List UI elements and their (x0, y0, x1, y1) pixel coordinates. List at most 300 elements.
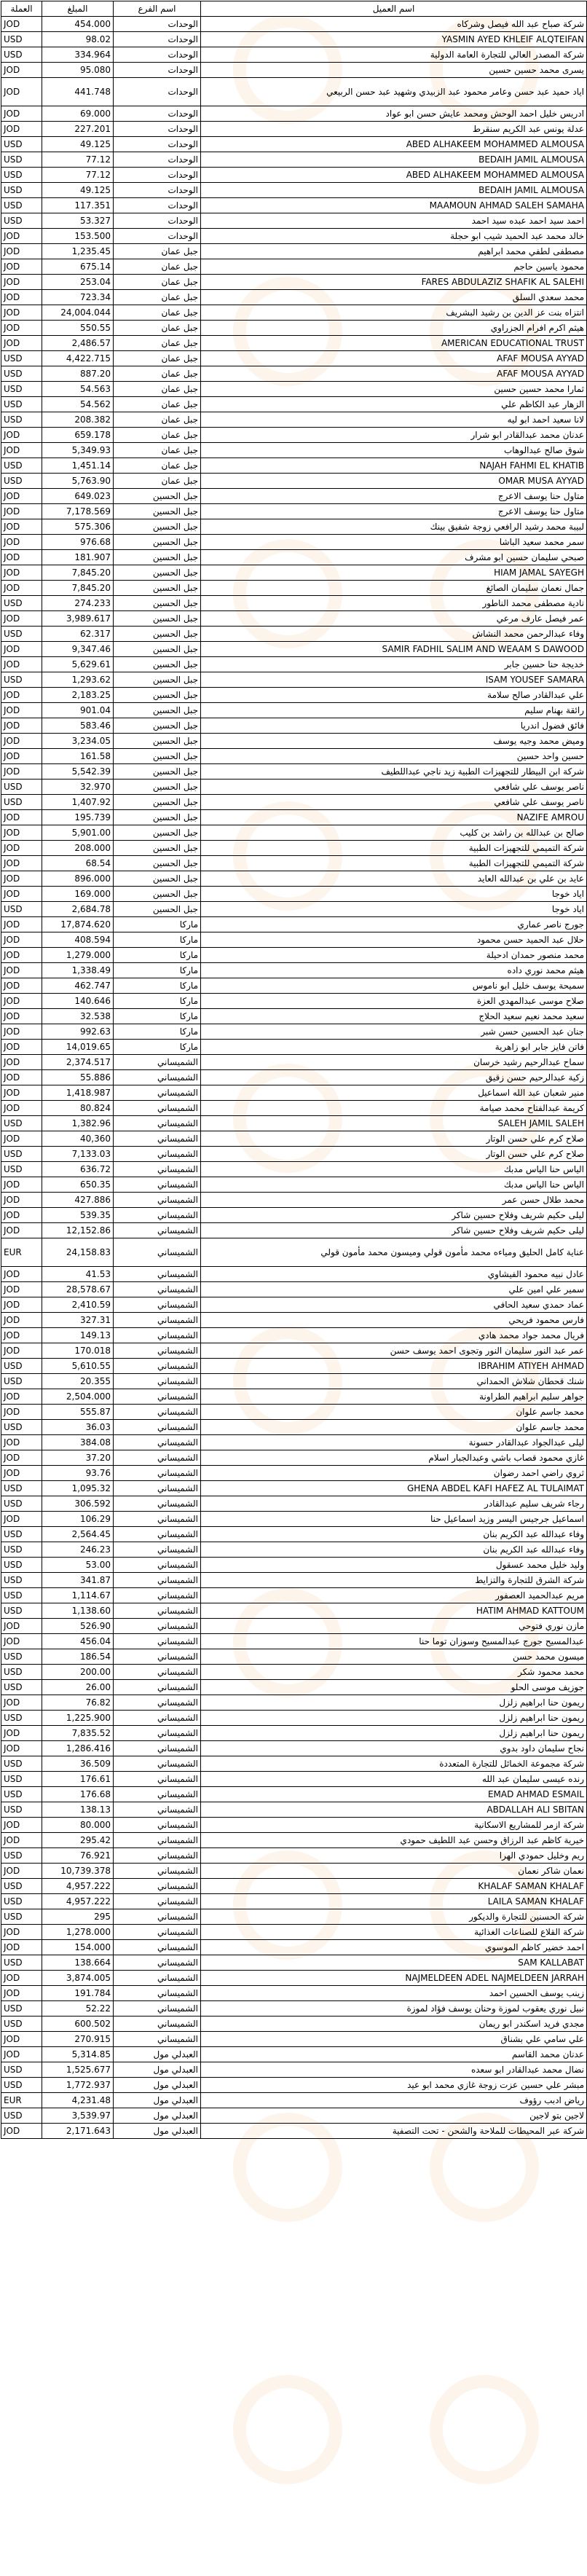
customer-name-cell: سميحة يوسف خليل ابو ناموس (201, 978, 587, 994)
currency-cell: USD (1, 2078, 42, 2093)
branch-cell: جبل عمان (114, 443, 201, 458)
currency-cell: JOD (1, 489, 42, 504)
branch-cell: جبل الحسين (114, 535, 201, 550)
amount-cell: 992.63 (42, 1024, 114, 1040)
table-row (1, 1665, 587, 1680)
table-row (1, 229, 587, 244)
currency-cell: USD (1, 795, 42, 810)
branch-cell: الوحدات (114, 229, 201, 244)
currency-cell: USD (1, 1772, 42, 1787)
amount-cell: 896.000 (42, 871, 114, 887)
table-row (1, 1267, 587, 1282)
header-branch: اسم الفرع (114, 1, 201, 17)
table-row (1, 1634, 587, 1649)
customer-name-cell: خالد محمد عبد الحميد شيب ابو حجلة (201, 229, 587, 244)
amount-cell: 5,542.39 (42, 764, 114, 780)
branch-cell: جبل الحسين (114, 627, 201, 642)
customer-name-cell: صلاح كرم علي حسن الوتار (201, 1147, 587, 1162)
branch-cell: الشميساني (114, 1909, 201, 1925)
currency-cell: USD (1, 1588, 42, 1603)
branch-cell: جبل الحسين (114, 565, 201, 581)
currency-cell: USD (1, 1848, 42, 1864)
amount-cell: 52.22 (42, 2001, 114, 2017)
table-row (1, 259, 587, 275)
currency-cell: JOD (1, 1405, 42, 1420)
amount-cell: 26.00 (42, 1680, 114, 1695)
customer-name-cell: انتزاه بنت عز الدين بن رشيد البشريف (201, 305, 587, 321)
customer-name-cell: الياس حنا الياس مدبك (201, 1177, 587, 1193)
customer-name-cell: صالح بن عبدالله بن راشد بن كليب (201, 825, 587, 841)
customer-name-cell: سمر محمد سعيد الباشا (201, 535, 587, 550)
currency-cell: USD (1, 1527, 42, 1542)
table-row (1, 504, 587, 519)
branch-cell: الوحدات (114, 106, 201, 122)
branch-cell: الشميساني (114, 1313, 201, 1328)
amount-cell: 4,422.715 (42, 351, 114, 366)
branch-cell: الشميساني (114, 1695, 201, 1711)
branch-cell: الشميساني (114, 1619, 201, 1634)
amount-cell: 227.201 (42, 122, 114, 137)
currency-cell: JOD (1, 519, 42, 535)
amount-cell: 334.964 (42, 47, 114, 63)
branch-cell: الشميساني (114, 1573, 201, 1588)
branch-cell: الشميساني (114, 1131, 201, 1147)
currency-cell: USD (1, 672, 42, 688)
currency-cell: USD (1, 213, 42, 229)
currency-cell: JOD (1, 1466, 42, 1481)
branch-cell: جبل الحسين (114, 856, 201, 871)
amount-cell: 77.12 (42, 168, 114, 183)
table-row (1, 1925, 587, 1940)
table-row (1, 780, 587, 795)
header-amount: المبلغ (42, 1, 114, 17)
branch-cell: الشميساني (114, 1940, 201, 1955)
currency-cell: JOD (1, 1940, 42, 1955)
branch-cell: ماركا (114, 1040, 201, 1055)
currency-cell: USD (1, 1665, 42, 1680)
amount-cell: 12,152.86 (42, 1223, 114, 1238)
currency-cell: USD (1, 902, 42, 917)
table-row (1, 1756, 587, 1772)
currency-cell: USD (1, 168, 42, 183)
branch-cell: الوحدات (114, 213, 201, 229)
amount-cell: 1,278.000 (42, 1925, 114, 1940)
amount-cell: 49.125 (42, 183, 114, 198)
table-row (1, 1420, 587, 1435)
currency-cell: JOD (1, 887, 42, 902)
amount-cell: 723.34 (42, 290, 114, 305)
branch-cell: الشميساني (114, 1085, 201, 1101)
table-row (1, 1208, 587, 1223)
customer-name-cell: ناصر يوسف علي شافعي (201, 780, 587, 795)
currency-cell: USD (1, 1162, 42, 1177)
table-row (1, 1909, 587, 1925)
table-row (1, 1695, 587, 1711)
amount-cell: 149.13 (42, 1328, 114, 1343)
currency-cell: USD (1, 47, 42, 63)
table-row (1, 412, 587, 428)
currency-cell: JOD (1, 1864, 42, 1879)
currency-cell: JOD (1, 321, 42, 336)
currency-cell: JOD (1, 504, 42, 519)
currency-cell: USD (1, 1542, 42, 1558)
table-row (1, 1894, 587, 1909)
table-row (1, 183, 587, 198)
customer-name-cell: AFAF MOUSA AYYAD (201, 351, 587, 366)
branch-cell: الشميساني (114, 1527, 201, 1542)
amount-cell: 1,095.32 (42, 1481, 114, 1496)
amount-cell: 1,293.62 (42, 672, 114, 688)
header-currency: العملة (1, 1, 42, 17)
amount-cell: 539.35 (42, 1208, 114, 1223)
amount-cell: 176.68 (42, 1787, 114, 1802)
amount-cell: 176.61 (42, 1772, 114, 1787)
table-row (1, 336, 587, 351)
customer-name-cell: شركة الشرق للتجارة والتزايط (201, 1573, 587, 1588)
customer-name-cell: OMAR MUSA AYYAD (201, 474, 587, 489)
amount-cell: 901.04 (42, 703, 114, 718)
customer-name-cell: SALEH JAMIL SALEH (201, 1116, 587, 1131)
amount-cell: 327.31 (42, 1313, 114, 1328)
amount-cell: 10,739.378 (42, 1864, 114, 1879)
currency-cell: JOD (1, 1818, 42, 1833)
branch-cell: الشميساني (114, 1343, 201, 1359)
customer-name-cell: الزهار عبد الكاظم علي (201, 397, 587, 412)
branch-cell: جبل الحسين (114, 688, 201, 703)
amount-cell: 306.592 (42, 1496, 114, 1512)
branch-cell: جبل الحسين (114, 871, 201, 887)
amount-cell: 36.509 (42, 1756, 114, 1772)
currency-cell: JOD (1, 764, 42, 780)
currency-cell: JOD (1, 1634, 42, 1649)
branch-cell: ماركا (114, 994, 201, 1009)
currency-cell: JOD (1, 1389, 42, 1405)
amount-cell: 55.886 (42, 1070, 114, 1085)
currency-cell: JOD (1, 917, 42, 932)
customer-name-cell: سعيد محمد نعيم سعيد الحلاج (201, 1009, 587, 1024)
table-row (1, 963, 587, 978)
amount-cell: 69.000 (42, 106, 114, 122)
customer-name-cell: عبدالمسيح جورج عبدالمسيح وسوزان توما حنا (201, 1634, 587, 1649)
watermark-mark (430, 2375, 539, 2484)
customer-name-cell: SAM KALLABAT (201, 1955, 587, 1971)
branch-cell: جبل عمان (114, 275, 201, 290)
customer-name-cell: NAJAH FAHMI EL KHATIB (201, 458, 587, 474)
currency-cell: USD (1, 32, 42, 47)
customer-name-cell: جورج ناصر عماري (201, 917, 587, 932)
amount-cell: 76.82 (42, 1695, 114, 1711)
table-row (1, 703, 587, 718)
amount-cell: 3,874.005 (42, 1971, 114, 1986)
customer-name-cell: كريمة عبدالفتاح محمد صيامة (201, 1101, 587, 1116)
customer-name-cell: YASMIN AYED KHLEIF ALQTEIFAN (201, 32, 587, 47)
customer-name-cell: نبيل نوري يعقوب لموزة وحنان يوسف فؤاد لموزة (201, 2001, 587, 2017)
amount-cell: 427.886 (42, 1193, 114, 1208)
amount-cell: 5,610.55 (42, 1359, 114, 1374)
customer-name-cell: ليلى حكيم شريف وفلاح حسين شاكر (201, 1208, 587, 1223)
table-row (1, 871, 587, 887)
currency-cell: JOD (1, 2032, 42, 2047)
amount-cell: 32.538 (42, 1009, 114, 1024)
currency-cell: JOD (1, 1619, 42, 1634)
table-row (1, 657, 587, 672)
customer-name-cell: ريمون حنا ابراهيم زلزل (201, 1695, 587, 1711)
table-row (1, 841, 587, 856)
customer-name-cell: مريم عبدالحميد العصفور (201, 1588, 587, 1603)
table-row (1, 1040, 587, 1055)
customer-name-cell: ناصر يوسف علي شافعي (201, 795, 587, 810)
currency-cell: USD (1, 596, 42, 611)
currency-cell: JOD (1, 1131, 42, 1147)
amount-cell: 550.55 (42, 321, 114, 336)
amount-cell: 270.915 (42, 2032, 114, 2047)
customer-name-cell: عايد بن علي بن عبدالله العايد (201, 871, 587, 887)
branch-cell: الوحدات (114, 47, 201, 63)
customer-name-cell: يسرى محمد حسين حسين (201, 63, 587, 78)
table-row (1, 932, 587, 948)
customer-name-cell: جواهر سليم ابراهيم الطراونة (201, 1389, 587, 1405)
customer-name-cell: شركة مجموعة الخمائل للتجارة المتعددة (201, 1756, 587, 1772)
branch-cell: الوحدات (114, 183, 201, 198)
amount-cell: 456.04 (42, 1634, 114, 1649)
amount-cell: 408.594 (42, 932, 114, 948)
customer-name-cell: حسين واحد حسين (201, 749, 587, 764)
customer-name-cell: LAILA SAMAN KHALAF (201, 1894, 587, 1909)
amount-cell: 583.46 (42, 718, 114, 734)
amount-cell: 20.355 (42, 1374, 114, 1389)
table-row (1, 1009, 587, 1024)
branch-cell: الشميساني (114, 2001, 201, 2017)
customer-name-cell: ثروي راضي احمد رضوان (201, 1466, 587, 1481)
amount-cell: 976.68 (42, 535, 114, 550)
amount-cell: 3,234.05 (42, 734, 114, 749)
currency-cell: JOD (1, 1297, 42, 1313)
customer-name-cell: ريم وخليل حمودي الهرا (201, 1848, 587, 1864)
amount-cell: 98.02 (42, 32, 114, 47)
amount-cell: 5,763.90 (42, 474, 114, 489)
table-row (1, 321, 587, 336)
amount-cell: 77.12 (42, 152, 114, 168)
table-row (1, 825, 587, 841)
customer-name-cell: مصطفى لطفي محمد ابراهيم (201, 244, 587, 259)
table-row (1, 749, 587, 764)
currency-cell: JOD (1, 1267, 42, 1282)
amount-cell: 117.351 (42, 198, 114, 213)
currency-cell: JOD (1, 611, 42, 627)
branch-cell: جبل الحسين (114, 657, 201, 672)
branch-cell: الوحدات (114, 122, 201, 137)
amount-cell: 41.53 (42, 1267, 114, 1282)
customer-name-cell: رجاء شريف سليم عبدالقادر (201, 1496, 587, 1512)
amount-cell: 2,171.643 (42, 2124, 114, 2139)
customer-name-cell: KHALAF SAMAN KHALAF (201, 1879, 587, 1894)
currency-cell: JOD (1, 703, 42, 718)
amount-cell: 37.20 (42, 1450, 114, 1466)
customer-name-cell: شركة القلاع للصناعات الغذائية (201, 1925, 587, 1940)
branch-cell: الوحدات (114, 152, 201, 168)
table-row (1, 78, 587, 106)
branch-cell: جبل الحسين (114, 504, 201, 519)
amount-cell: 649.023 (42, 489, 114, 504)
currency-cell: JOD (1, 948, 42, 963)
currency-cell: JOD (1, 734, 42, 749)
branch-cell: الشميساني (114, 1772, 201, 1787)
table-row (1, 642, 587, 657)
amount-cell: 181.907 (42, 550, 114, 565)
customer-name-cell: اياد خوجا (201, 902, 587, 917)
currency-cell: JOD (1, 428, 42, 443)
amount-cell: 1,772.937 (42, 2078, 114, 2093)
currency-cell: JOD (1, 290, 42, 305)
customer-name-cell: سماح عبدالرحيم رشيد خرسان (201, 1055, 587, 1070)
amount-cell: 154.000 (42, 1940, 114, 1955)
amount-cell: 24,004.044 (42, 305, 114, 321)
table-row (1, 2017, 587, 2032)
amount-cell: 675.14 (42, 259, 114, 275)
branch-cell: الشميساني (114, 1802, 201, 1818)
table-row (1, 627, 587, 642)
amount-cell: 2,504.000 (42, 1389, 114, 1405)
customer-name-cell: محمد جاسم علوان (201, 1420, 587, 1435)
table-row (1, 1558, 587, 1573)
table-row (1, 1527, 587, 1542)
table-row (1, 948, 587, 963)
customer-name-cell: محمد جاسم علوان (201, 1405, 587, 1420)
customer-name-cell: اياد حميد عبد حسن وعامر محمود عبد الزبيدي وشهيد عبد حسن الربيعي (201, 78, 587, 106)
currency-cell: USD (1, 366, 42, 382)
table-row (1, 1070, 587, 1085)
currency-cell: JOD (1, 275, 42, 290)
amount-cell: 195.739 (42, 810, 114, 825)
branch-cell: جبل الحسين (114, 841, 201, 856)
branch-cell: الشميساني (114, 1925, 201, 1940)
currency-cell: JOD (1, 259, 42, 275)
amount-cell: 246.23 (42, 1542, 114, 1558)
amount-cell: 95.080 (42, 63, 114, 78)
customer-name-cell: FARES ABDULAZIZ SHAFIK AL SALEHI (201, 275, 587, 290)
currency-cell: USD (1, 1147, 42, 1162)
table-row (1, 718, 587, 734)
branch-cell: الشميساني (114, 1055, 201, 1070)
branch-cell: العبدلي مول (114, 2078, 201, 2093)
table-row (1, 1374, 587, 1389)
currency-cell: USD (1, 780, 42, 795)
table-row (1, 1496, 587, 1512)
customer-name-cell: GHENA ABDEL KAFI HAFEZ AL TULAIMAT (201, 1481, 587, 1496)
branch-cell: الشميساني (114, 1818, 201, 1833)
amount-cell: 28,578.67 (42, 1282, 114, 1297)
branch-cell: جبل الحسين (114, 672, 201, 688)
amount-cell: 441.748 (42, 78, 114, 106)
branch-cell: جبل الحسين (114, 611, 201, 627)
table-row (1, 1802, 587, 1818)
customer-name-cell: ABED ALHAKEEM MOHAMMED ALMOUSA (201, 137, 587, 152)
branch-cell: جبل الحسين (114, 596, 201, 611)
customer-name-cell: محمد سعدي السلق (201, 290, 587, 305)
customer-name-cell: ريمون حنا ابراهيم زلزل (201, 1726, 587, 1741)
branch-cell: ماركا (114, 932, 201, 948)
customer-name-cell: محمد منصور حمدان ادحيلة (201, 948, 587, 963)
table-row (1, 1573, 587, 1588)
amount-cell: 5,314.85 (42, 2047, 114, 2062)
customer-name-cell: HIAM JAMAL SAYEGH (201, 565, 587, 581)
currency-cell: USD (1, 1116, 42, 1131)
currency-cell: USD (1, 1711, 42, 1726)
currency-cell: EUR (1, 1238, 42, 1267)
amount-cell: 106.29 (42, 1512, 114, 1527)
currency-cell: USD (1, 351, 42, 366)
currency-cell: JOD (1, 1313, 42, 1328)
branch-cell: الشميساني (114, 1986, 201, 2001)
branch-cell: جبل الحسين (114, 550, 201, 565)
currency-cell: JOD (1, 963, 42, 978)
table-row (1, 2124, 587, 2139)
branch-cell: الشميساني (114, 1879, 201, 1894)
amount-cell: 93.76 (42, 1466, 114, 1481)
currency-cell: JOD (1, 994, 42, 1009)
table-row (1, 734, 587, 749)
amount-cell: 62.317 (42, 627, 114, 642)
table-row (1, 2047, 587, 2062)
amount-cell: 295.42 (42, 1833, 114, 1848)
amount-cell: 68.54 (42, 856, 114, 871)
table-row (1, 764, 587, 780)
branch-cell: الشميساني (114, 1267, 201, 1282)
currency-cell: USD (1, 412, 42, 428)
amount-cell: 5,629.61 (42, 657, 114, 672)
branch-cell: جبل الحسين (114, 825, 201, 841)
amount-cell: 4,957.222 (42, 1879, 114, 1894)
currency-cell: JOD (1, 810, 42, 825)
table-row (1, 917, 587, 932)
amount-cell: 3,539.97 (42, 2108, 114, 2124)
customer-name-cell: مازن نوري فتوحي (201, 1619, 587, 1634)
branch-cell: الشميساني (114, 1147, 201, 1162)
table-row (1, 1833, 587, 1848)
amount-cell: 2,486.57 (42, 336, 114, 351)
branch-cell: جبل عمان (114, 397, 201, 412)
customer-name-cell: شوق صالح عبدالوهاب (201, 443, 587, 458)
customer-name-cell: نعمان شاكر نعمان (201, 1864, 587, 1879)
customer-name-cell: عمر عبد النور سليمان النور وتجوى احمد يوسف حسن (201, 1343, 587, 1359)
table-row (1, 2108, 587, 2124)
currency-cell: JOD (1, 2047, 42, 2062)
branch-cell: الشميساني (114, 1162, 201, 1177)
branch-cell: الشميساني (114, 1328, 201, 1343)
currency-cell: JOD (1, 749, 42, 764)
table-row (1, 1116, 587, 1131)
table-row (1, 106, 587, 122)
customer-name-cell: محمد طلال حسن عمر (201, 1193, 587, 1208)
table-row (1, 1389, 587, 1405)
table-row (1, 137, 587, 152)
currency-cell: JOD (1, 1695, 42, 1711)
branch-cell: الوحدات (114, 32, 201, 47)
customer-name-cell: وفاء عبدالرحمن محمد النشاش (201, 627, 587, 642)
amount-cell: 636.72 (42, 1162, 114, 1177)
branch-cell: الشميساني (114, 1894, 201, 1909)
table-row (1, 1726, 587, 1741)
table-row (1, 1818, 587, 1833)
table-row (1, 1328, 587, 1343)
currency-cell: JOD (1, 978, 42, 994)
branch-cell: الشميساني (114, 1588, 201, 1603)
branch-cell: جبل الحسين (114, 764, 201, 780)
customer-name-cell: الياس حنا الياس مدبك (201, 1162, 587, 1177)
currency-cell: USD (1, 2001, 42, 2017)
currency-cell: JOD (1, 1282, 42, 1297)
currency-cell: USD (1, 2108, 42, 2124)
